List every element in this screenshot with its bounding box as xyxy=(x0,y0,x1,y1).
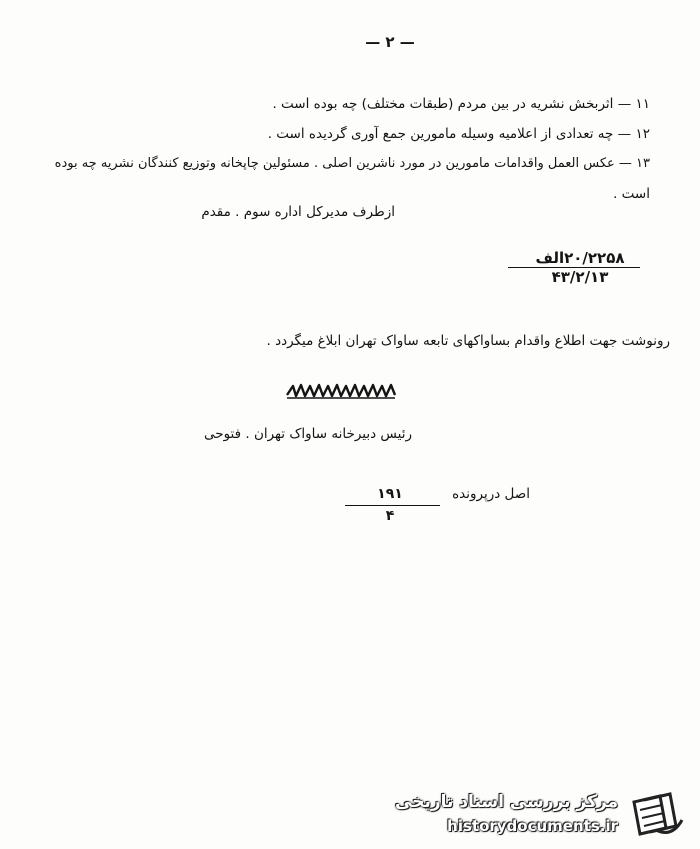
signatory-line: رئیس دبیرخانه ساواک تهران . فتوحی xyxy=(203,426,412,442)
file-number-divider xyxy=(345,505,440,506)
document-archive-logo-icon xyxy=(626,792,686,840)
sender-line: ازطرف مدیرکل اداره سوم . مقدم xyxy=(201,204,395,220)
watermark xyxy=(395,790,690,842)
file-label: اصل درپرونده xyxy=(452,486,530,502)
question-13-continued: است . xyxy=(613,186,650,202)
question-11: ۱۱ — اثربخش نشریه در بین مردم (طبقات مختلف) چه بوده است . xyxy=(272,96,650,112)
file-number: ۱۹۱ xyxy=(377,486,403,502)
question-13: ۱۳ — عکس العمل واقدامات مامورین در مورد ناشرین اصلی . مسئولین چاپخانه وتوزیع کنندگان نشریه چه بوده xyxy=(54,156,650,171)
copy-note: رونوشت جهت اطلاع واقدام بساواکهای تابعه ساواک تهران ابلاغ میگردد . xyxy=(266,333,670,349)
page-number: — ۲ — xyxy=(365,33,415,51)
signature-mark xyxy=(283,380,403,402)
file-subnumber: ۴ xyxy=(385,508,395,524)
reference-number: ۲۰/۲۲۵۸الف xyxy=(535,249,625,267)
question-12: ۱۲ — چه تعدادی از اعلامیه وسیله مامورین جمع آوری گردیده است . xyxy=(267,126,650,142)
watermark-url: historydocuments.ir xyxy=(447,817,618,835)
reference-date: ۴۳/۲/۱۳ xyxy=(551,268,609,286)
watermark-title: مرکز بررسی اسناد تاریخی xyxy=(395,792,618,812)
